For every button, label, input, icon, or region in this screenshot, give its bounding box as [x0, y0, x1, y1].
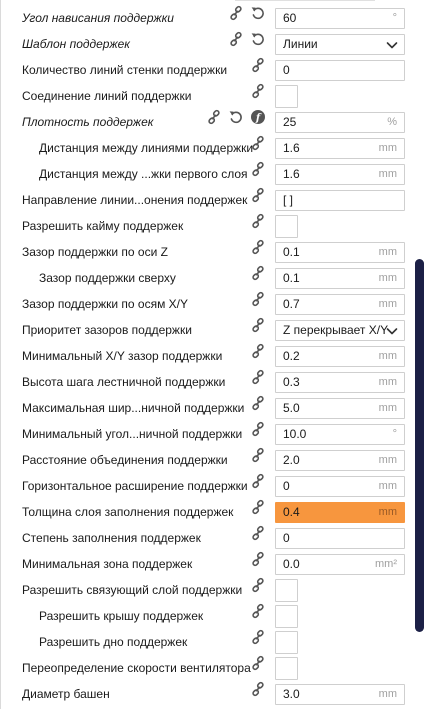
- setting-value: Линии: [283, 37, 318, 51]
- setting-unit: mm: [378, 480, 397, 492]
- setting-input[interactable]: [275, 294, 405, 315]
- link-icon[interactable]: [206, 109, 222, 125]
- setting-unit: mm: [378, 402, 397, 414]
- setting-row: [0, 447, 410, 473]
- setting-label: Дистанция между линиями поддержки: [39, 141, 254, 155]
- setting-label: Минимальная зона поддержек: [22, 557, 193, 571]
- setting-input[interactable]: [275, 398, 405, 419]
- setting-value: 0.4: [283, 505, 300, 519]
- setting-label: Количество линий стенки поддержки: [22, 63, 228, 77]
- setting-unit: mm: [378, 376, 397, 388]
- reset-icon[interactable]: [250, 5, 266, 21]
- setting-row: [0, 317, 410, 343]
- setting-row: [0, 577, 410, 603]
- setting-checkbox[interactable]: [275, 215, 298, 238]
- setting-label: Шаблон поддержек: [22, 37, 130, 51]
- setting-unit: °: [392, 428, 397, 440]
- link-icon[interactable]: [250, 447, 266, 463]
- setting-unit: mm: [378, 506, 397, 518]
- setting-label: Направление линии...онения поддержек: [22, 193, 248, 207]
- link-icon[interactable]: [250, 603, 266, 619]
- setting-input[interactable]: [275, 112, 405, 133]
- setting-value: 2.0: [283, 453, 300, 467]
- link-icon[interactable]: [250, 551, 266, 567]
- setting-row: [0, 395, 410, 421]
- setting-value: 0.0: [283, 557, 300, 571]
- setting-row: [0, 629, 410, 655]
- setting-input[interactable]: [275, 138, 405, 159]
- setting-label: Разрешить кайму поддержек: [22, 219, 184, 233]
- setting-label: Толщина слоя заполнения поддержек: [22, 505, 234, 519]
- link-icon[interactable]: [250, 317, 266, 333]
- link-icon[interactable]: [250, 369, 266, 385]
- setting-label: Минимальный угол...ничной поддержки: [22, 427, 243, 441]
- setting-label: Приоритет зазоров поддержки: [22, 323, 192, 337]
- scrollbar[interactable]: [415, 259, 424, 632]
- setting-row: [0, 499, 410, 525]
- setting-label: Угол нависания поддержки: [22, 11, 174, 25]
- link-icon[interactable]: [250, 681, 266, 697]
- setting-row: [0, 239, 410, 265]
- setting-dropdown[interactable]: [275, 34, 405, 55]
- setting-row: [0, 369, 410, 395]
- setting-value: 0: [283, 63, 290, 77]
- setting-unit: mm: [378, 298, 397, 310]
- setting-row: [0, 135, 410, 161]
- setting-value: 0.7: [283, 297, 300, 311]
- setting-dropdown[interactable]: [275, 320, 405, 341]
- link-icon[interactable]: [250, 473, 266, 489]
- setting-label: Соединение линий поддержки: [22, 89, 192, 103]
- setting-unit: mm: [378, 454, 397, 466]
- setting-row: [0, 603, 410, 629]
- setting-input[interactable]: [275, 346, 405, 367]
- setting-row: [0, 5, 410, 31]
- settings-list: [0, 5, 410, 707]
- setting-input[interactable]: [275, 450, 405, 471]
- setting-row: [0, 655, 410, 681]
- setting-label: Диаметр башен: [22, 687, 110, 701]
- link-icon[interactable]: [250, 135, 266, 151]
- setting-value: 60: [283, 11, 297, 25]
- link-icon[interactable]: [228, 31, 244, 47]
- setting-input[interactable]: [275, 190, 405, 211]
- setting-unit: mm²: [375, 558, 397, 570]
- setting-value: 0.1: [283, 271, 300, 285]
- setting-row: [0, 109, 410, 135]
- setting-input[interactable]: [275, 476, 405, 497]
- setting-row: [0, 343, 410, 369]
- link-icon[interactable]: [250, 421, 266, 437]
- setting-input[interactable]: [275, 502, 405, 523]
- setting-row: [0, 291, 410, 317]
- setting-row: [0, 525, 410, 551]
- link-icon[interactable]: [250, 161, 266, 177]
- reset-icon[interactable]: [228, 109, 244, 125]
- setting-input[interactable]: [275, 8, 405, 29]
- chevron-down-icon: [386, 325, 398, 337]
- setting-input[interactable]: [275, 554, 405, 575]
- setting-label: Зазор поддержки по оси Z: [22, 245, 168, 259]
- setting-label: Разрешить крышу поддержек: [39, 609, 204, 623]
- setting-unit: °: [392, 12, 397, 24]
- setting-label: Дистанция между ...жки первого слоя: [39, 167, 248, 181]
- setting-checkbox[interactable]: [275, 85, 298, 108]
- setting-value: 0.1: [283, 245, 300, 259]
- setting-label: Зазор поддержки сверху: [39, 271, 176, 285]
- setting-value: 3.0: [283, 687, 300, 701]
- function-icon[interactable]: [250, 109, 266, 125]
- setting-value: 1.6: [283, 141, 300, 155]
- link-icon[interactable]: [228, 5, 244, 21]
- setting-label: Горизонтальное расширение поддержки: [22, 479, 248, 493]
- setting-label: Расстояние объединения поддержки: [22, 453, 228, 467]
- setting-value: 0.3: [283, 375, 300, 389]
- setting-row: [0, 265, 410, 291]
- link-icon[interactable]: [250, 291, 266, 307]
- setting-input[interactable]: [275, 684, 405, 705]
- setting-value: 1.6: [283, 167, 300, 181]
- chevron-down-icon: [386, 39, 398, 51]
- reset-icon[interactable]: [250, 31, 266, 47]
- setting-value: Z перекрывает X/Y: [283, 323, 389, 337]
- setting-row: [0, 31, 410, 57]
- setting-input[interactable]: [275, 372, 405, 393]
- link-icon[interactable]: [250, 577, 266, 593]
- link-icon[interactable]: [250, 629, 266, 645]
- link-icon[interactable]: [250, 499, 266, 515]
- setting-label: Разрешить связующий слой поддержки: [22, 583, 243, 597]
- setting-input[interactable]: [275, 164, 405, 185]
- link-icon[interactable]: [250, 343, 266, 359]
- setting-row: [0, 681, 410, 707]
- setting-row: [0, 551, 410, 577]
- setting-label: Высота шага лестничной поддержки: [22, 375, 226, 389]
- setting-value: 25: [283, 115, 297, 129]
- setting-input[interactable]: [275, 242, 405, 263]
- setting-unit: mm: [378, 168, 397, 180]
- setting-value: 0.2: [283, 349, 300, 363]
- setting-row: [0, 187, 410, 213]
- setting-unit: mm: [378, 246, 397, 258]
- top-border: [0, 0, 444, 4]
- setting-value: [ ]: [283, 193, 294, 207]
- link-icon[interactable]: [250, 57, 266, 73]
- setting-row: [0, 57, 410, 83]
- setting-unit: %: [387, 116, 397, 128]
- setting-checkbox[interactable]: [275, 631, 298, 654]
- setting-row: [0, 161, 410, 187]
- link-icon[interactable]: [250, 525, 266, 541]
- setting-value: 5.0: [283, 401, 300, 415]
- setting-checkbox[interactable]: [275, 579, 298, 602]
- setting-unit: mm: [378, 688, 397, 700]
- setting-input[interactable]: [275, 268, 405, 289]
- setting-checkbox[interactable]: [275, 657, 298, 680]
- link-icon[interactable]: [250, 213, 266, 229]
- setting-unit: mm: [378, 142, 397, 154]
- setting-input[interactable]: [275, 60, 405, 81]
- link-icon[interactable]: [250, 395, 266, 411]
- link-icon[interactable]: [250, 187, 266, 203]
- setting-row: [0, 473, 410, 499]
- setting-row: [0, 213, 410, 239]
- setting-input[interactable]: [275, 424, 405, 445]
- setting-label: Степень заполнения поддержек: [22, 531, 201, 545]
- setting-label: Зазор поддержки по осям X/Y: [22, 297, 189, 311]
- setting-label: Максимальная шир...ничной поддержки: [22, 401, 245, 415]
- setting-label: Переопределение скорости вентилятора: [22, 661, 251, 675]
- setting-row: [0, 83, 410, 109]
- setting-row: [0, 421, 410, 447]
- setting-label: Разрешить дно поддержек: [39, 635, 188, 649]
- link-icon[interactable]: [250, 655, 266, 671]
- setting-value: 0: [283, 531, 290, 545]
- setting-unit: mm: [378, 350, 397, 362]
- setting-value: 0: [283, 479, 290, 493]
- link-icon[interactable]: [250, 265, 266, 281]
- link-icon[interactable]: [250, 239, 266, 255]
- setting-label: Плотность поддержек: [22, 115, 154, 129]
- setting-value: 10.0: [283, 427, 307, 441]
- setting-unit: mm: [378, 272, 397, 284]
- setting-input[interactable]: [275, 528, 405, 549]
- link-icon[interactable]: [250, 83, 266, 99]
- setting-checkbox[interactable]: [275, 605, 298, 628]
- setting-label: Минимальный X/Y зазор поддержки: [22, 349, 223, 363]
- svg-text:f: f: [255, 113, 261, 124]
